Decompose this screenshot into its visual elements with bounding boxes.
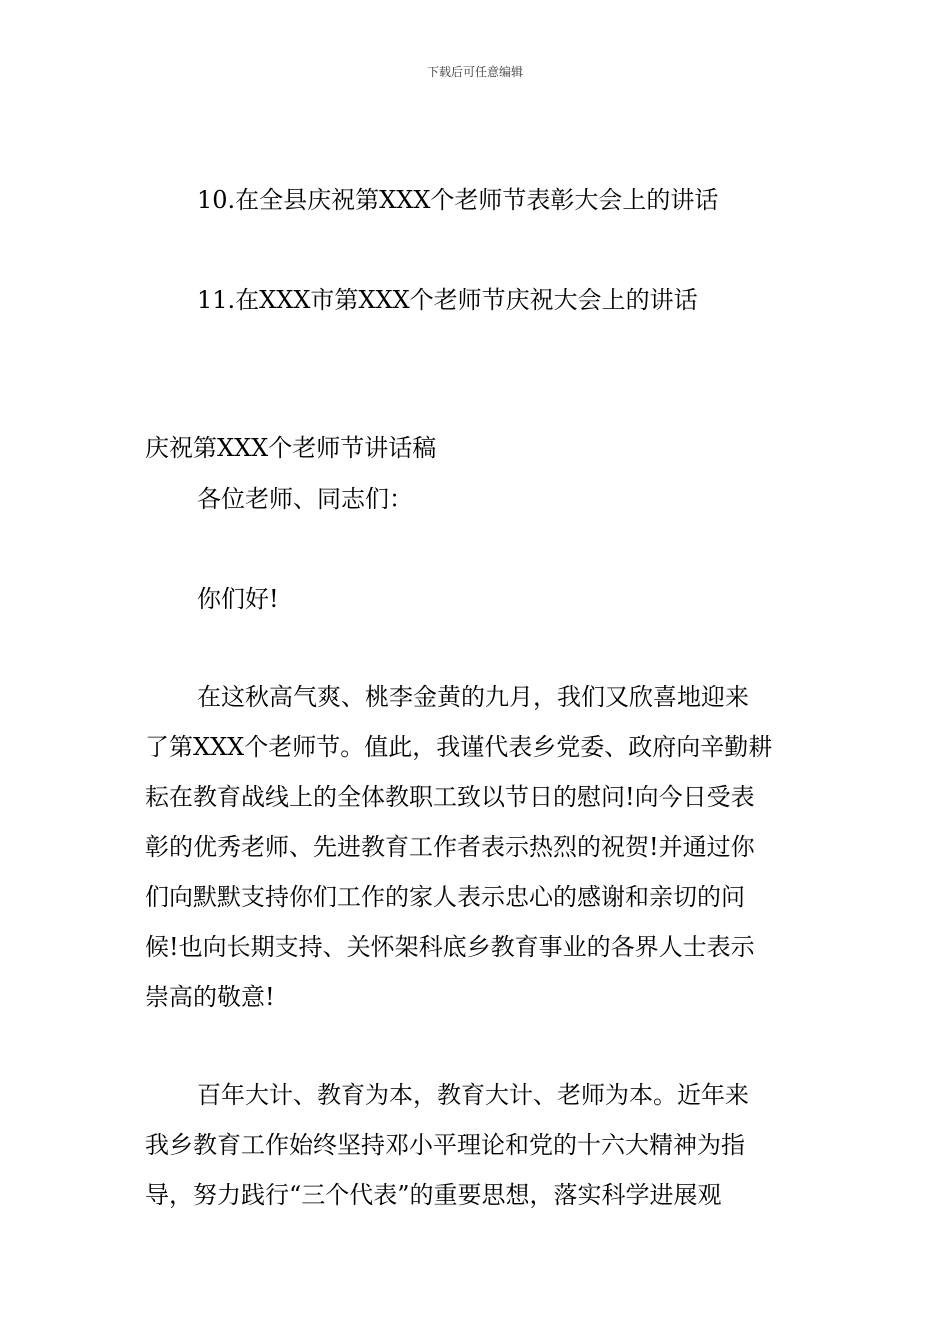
speech-title: 庆祝第XXX个老师节讲话稿 — [145, 434, 437, 462]
toc-item-11: 11.在XXX市第XXX个老师节庆祝大会上的讲话 — [197, 286, 698, 314]
toc-item-10: 10.在全县庆祝第XXX个老师节表彰大会上的讲话 — [197, 186, 719, 214]
paragraph-line: 崇高的敬意! — [145, 983, 275, 1011]
paragraph-line: 我乡教育工作始终坚持邓小平理论和党的十六大精神为指 — [145, 1131, 745, 1159]
paragraph-line: 了第XXX个老师节。值此，我谨代表乡党委、政府向辛勤耕 — [145, 733, 773, 761]
paragraph-line: 导，努力践行“三个代表”的重要思想，落实科学进展观 — [145, 1181, 722, 1209]
paragraph-line: 在这秋高气爽、桃李金黄的九月，我们又欣喜地迎来 — [197, 683, 749, 711]
speech-greeting: 你们好! — [197, 585, 279, 613]
paragraph-line: 百年大计、教育为本，教育大计、老师为本。近年来 — [197, 1081, 749, 1109]
paragraph-line: 彰的优秀老师、先进教育工作者表示热烈的祝贺!并通过你 — [145, 833, 755, 861]
speech-salutation: 各位老师、同志们： — [197, 485, 413, 513]
paragraph-line: 们向默默支持你们工作的家人表示忠心的感谢和亲切的问 — [145, 883, 745, 911]
paragraph-line: 耘在教育战线上的全体教职工致以节日的慰问!向今日受表 — [145, 783, 755, 811]
paragraph-line: 候!也向长期支持、关怀架科底乡教育事业的各界人士表示 — [145, 933, 755, 961]
page-header-note: 下载后可任意编辑 — [426, 65, 523, 79]
